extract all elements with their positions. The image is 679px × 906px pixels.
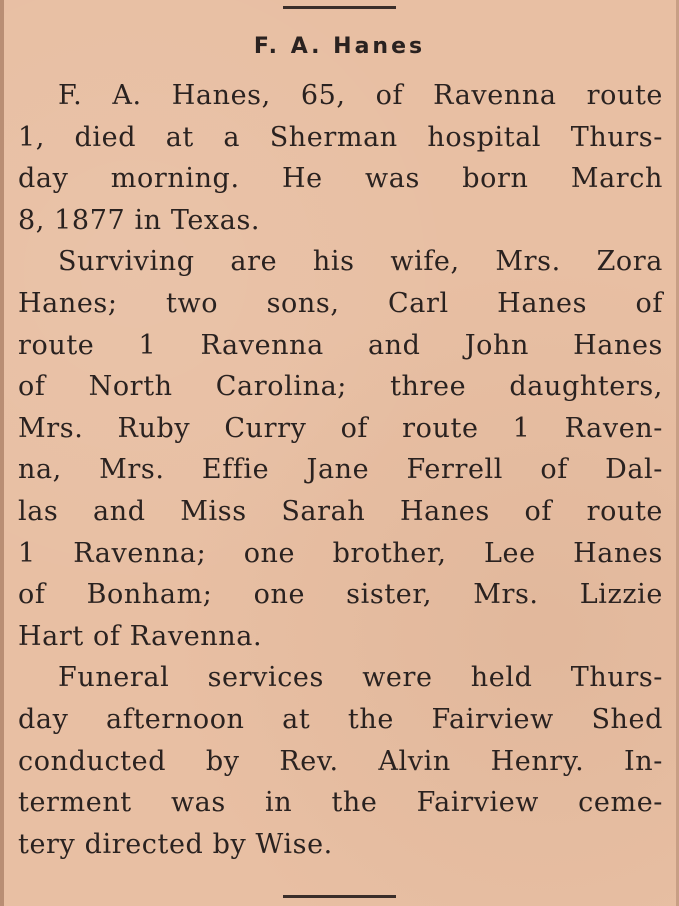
- article-line: 1 Ravenna; one brother, Lee Hanes: [18, 537, 663, 569]
- article-line: of Bonham; one sister, Mrs. Lizzie: [18, 579, 663, 611]
- article-line: 1, died at a Sherman hospital Thurs-: [18, 121, 663, 153]
- top-rule: [283, 6, 396, 9]
- article-line: Hanes; two sons, Carl Hanes of: [18, 287, 663, 319]
- article-line: tery directed by Wise.: [18, 828, 333, 860]
- article-line: 8, 1877 in Texas.: [18, 204, 261, 236]
- article-line: terment was in the Fairview ceme-: [18, 787, 663, 819]
- article-line: Mrs. Ruby Curry of route 1 Raven-: [18, 412, 663, 444]
- article-line: Surviving are his wife, Mrs. Zora: [58, 246, 663, 278]
- article-line: Funeral services were held Thurs-: [58, 662, 663, 694]
- article-line: las and Miss Sarah Hanes of route: [18, 495, 663, 527]
- article-line: of North Carolina; three daughters,: [18, 371, 663, 403]
- article-line: route 1 Ravenna and John Hanes: [18, 329, 663, 361]
- clipping-left-edge: [0, 0, 4, 906]
- article-headline: F. A. Hanes: [253, 34, 426, 59]
- article-line: day morning. He was born March: [18, 163, 663, 195]
- article-line: Hart of Ravenna.: [18, 620, 263, 652]
- article-body: [18, 75, 663, 865]
- bottom-rule: [283, 895, 396, 898]
- article-line: day afternoon at the Fairview Shed: [18, 703, 663, 735]
- article-line: F. A. Hanes, 65, of Ravenna route: [58, 80, 663, 111]
- article-line: conducted by Rev. Alvin Henry. In-: [18, 745, 663, 777]
- article-line: na, Mrs. Effie Jane Ferrell of Dal-: [18, 454, 663, 486]
